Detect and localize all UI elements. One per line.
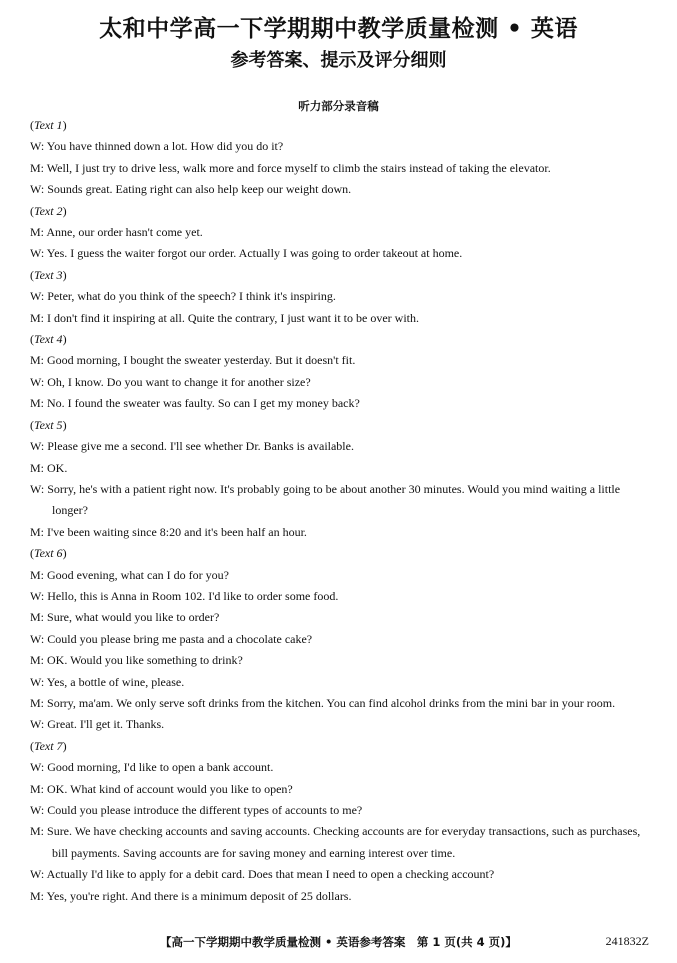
dialogue-line: M: Anne, our order hasn't come yet. (30, 225, 203, 240)
text-label: (Text 5) (30, 417, 67, 432)
text-label-name: Text 4 (34, 332, 63, 347)
dialogue-line: W: Could you please bring me pasta and a chocolate cake? (30, 631, 313, 646)
dialogue-line: W: Hello, this is Anna in Room 102. I'd like to order some food. (30, 588, 339, 603)
transcript (30, 115, 652, 907)
speaker: M (30, 824, 41, 839)
utterance: Anne, our order hasn't come yet. (46, 225, 203, 240)
dialogue-line: W: Peter, what do you think of the speech? I think it's inspiring. (30, 289, 336, 304)
dialogue-line: M: Sure. We have checking accounts and saving accounts. Checking accounts are for everyday transactions, such as purchases, bill payments. Saving accounts are for saving money and earning interest over time. (30, 824, 641, 860)
dialogue-line: M: Well, I just try to drive less, walk more and force myself to climb the stairs instead of taking the elevator. (30, 160, 551, 175)
speaker: M (30, 653, 41, 668)
utterance: You have thinned down a lot. How did you do it? (46, 139, 284, 154)
dialogue-line: W: Oh, I know. Do you want to change it for another size? (30, 374, 311, 389)
utterance: I've been waiting since 8:20 and it's been half an hour. (47, 524, 307, 539)
text-label-name: Text 6 (34, 546, 63, 561)
utterance: OK. What kind of account would you like to open? (47, 781, 293, 796)
dialogue-line: M: Yes, you're right. And there is a minimum deposit of 25 dollars. (30, 888, 352, 903)
dialogue-line: W: Sorry, he's with a patient right now. It's probably going to be about another 30 minutes. Would you mind waiting a little longer? (30, 481, 621, 518)
page-footer (0, 934, 677, 950)
speaker: W (30, 760, 41, 775)
speaker: M (30, 460, 41, 475)
speaker: M (30, 310, 41, 325)
dialogue-line: M: OK. What kind of account would you like to open? (30, 781, 293, 796)
text-label: (Text 7) (30, 738, 67, 753)
dialogue-line: W: Actually I'd like to apply for a debit card. Does that mean I need to open a checking account? (30, 867, 495, 882)
text-label: (Text 3) (30, 267, 67, 282)
utterance: No. I found the sweater was faulty. So can I get my money back? (47, 396, 360, 411)
document-code: 241832Z (605, 934, 649, 948)
dialogue-line: W: Sounds great. Eating right can also help keep our weight down. (30, 182, 352, 197)
text-label-name: Text 7 (34, 738, 63, 753)
dialogue-line: M: Sorry, ma'am. We only serve soft drinks from the kitchen. You can find alcohol drinks from the mini bar in your room. (30, 695, 616, 710)
speaker: W (30, 289, 41, 304)
speaker: W (30, 867, 41, 882)
utterance: Peter, what do you think of the speech? I think it's inspiring. (47, 289, 336, 304)
speaker: W (30, 588, 41, 603)
dialogue-line: M: Sure, what would you like to order? (30, 610, 220, 625)
dialogue-line: W: Good morning, I'd like to open a bank account. (30, 760, 274, 775)
dialogue-line: W: Please give me a second. I'll see whether Dr. Banks is available. (30, 439, 354, 454)
utterance: Sounds great. Eating right can also help keep our weight down. (47, 182, 352, 197)
speaker: M (30, 781, 41, 796)
speaker: W (30, 139, 41, 154)
text-label: (Text 6) (30, 546, 67, 561)
dialogue-line: M: Good morning, I bought the sweater yesterday. But it doesn't fit. (30, 353, 356, 368)
text-label-name: Text 2 (34, 203, 63, 218)
dialogue-line: W: You have thinned down a lot. How did you do it? (30, 139, 284, 154)
utterance: Please give me a second. I'll see whether Dr. Banks is available. (47, 439, 354, 454)
speaker: M (30, 524, 41, 539)
document-title: 太和中学高一下学期期中教学质量检测 • 英语 (99, 16, 578, 42)
speaker: M (30, 567, 41, 582)
dialogue-line: M: No. I found the sweater was faulty. So can I get my money back? (30, 396, 360, 411)
speaker: W (30, 246, 41, 261)
text-label: (Text 1) (30, 118, 67, 132)
utterance: Sorry, ma'am. We only serve soft drinks from the kitchen. You can find alcohol drinks from the mini bar in your room. (47, 695, 616, 710)
dialogue-line: M: OK. (30, 460, 68, 475)
utterance: Could you please bring me pasta and a chocolate cake? (47, 631, 313, 646)
utterance: Yes, a bottle of wine, please. (46, 674, 185, 689)
speaker: M (30, 396, 41, 411)
utterance: Well, I just try to drive less, walk more and force myself to climb the stairs instead of taking the elevator. (46, 160, 551, 175)
utterance: Good morning, I bought the sweater yesterday. But it doesn't fit. (47, 353, 356, 368)
text-label-name: Text 1 (34, 118, 63, 132)
dialogue-line: W: Could you please introduce the different types of accounts to me? (30, 803, 363, 817)
speaker: W (30, 481, 41, 496)
text-label-name: Text 5 (34, 417, 63, 432)
speaker: W (30, 631, 41, 646)
utterance: Actually I'd like to apply for a debit card. Does that mean I need to open a checking account? (46, 867, 495, 882)
section-title: 听力部分录音稿 (298, 99, 379, 113)
speaker: W (30, 674, 41, 689)
utterance: OK. (47, 460, 68, 475)
dialogue-line: W: Yes. I guess the waiter forgot our order. Actually I was going to order takeout at home. (30, 246, 463, 261)
utterance: Sure. We have checking accounts and saving accounts. Checking accounts are for everyday transactions, such as purchases, bill payments. Saving accounts are for saving money and earning interest over time. (47, 824, 641, 860)
speaker: M (30, 610, 41, 625)
text-label-name: Text 3 (34, 267, 63, 282)
speaker: M (30, 888, 41, 903)
utterance: Sure, what would you like to order? (47, 610, 220, 625)
speaker: M (30, 225, 41, 240)
speaker: M (30, 353, 41, 368)
utterance: Oh, I know. Do you want to change it for another size? (47, 374, 311, 389)
dialogue-line: W: Yes, a bottle of wine, please. (30, 674, 185, 689)
speaker: M (30, 695, 41, 710)
speaker: W (30, 717, 41, 732)
utterance: OK. Would you like something to drink? (47, 653, 243, 668)
dialogue-line: M: I've been waiting since 8:20 and it's been half an hour. (30, 524, 307, 539)
utterance: Could you please introduce the different types of accounts to me? (47, 803, 363, 817)
text-label: (Text 4) (30, 332, 67, 347)
text-label: (Text 2) (30, 203, 67, 218)
utterance: Yes. I guess the waiter forgot our order. Actually I was going to order takeout at home. (46, 246, 463, 261)
utterance: Good evening, what can I do for you? (47, 567, 229, 582)
utterance: Good morning, I'd like to open a bank account. (47, 760, 274, 775)
dialogue-line: M: Good evening, what can I do for you? (30, 567, 229, 582)
footer-text: 【高一下学期期中教学质量检测 • 英语参考答案 第 1 页(共 4 页)】 (160, 935, 517, 949)
dialogue-line: M: I don't find it inspiring at all. Quite the contrary, I just want it to be over with. (30, 310, 419, 325)
utterance: Sorry, he's with a patient right now. It's probably going to be about another 30 minutes. Would you mind waiting a little longer? (47, 481, 621, 518)
dialogue-line: W: Great. I'll get it. Thanks. (30, 717, 165, 732)
speaker: W (30, 182, 41, 197)
utterance: Yes, you're right. And there is a minimum deposit of 25 dollars. (46, 888, 352, 903)
document-subtitle: 参考答案、提示及评分细则 (230, 50, 447, 71)
speaker: W (30, 803, 41, 817)
speaker: W (30, 374, 41, 389)
speaker: W (30, 439, 41, 454)
utterance: Hello, this is Anna in Room 102. I'd like to order some food. (47, 588, 339, 603)
dialogue-line: M: OK. Would you like something to drink? (30, 653, 243, 668)
utterance: Great. I'll get it. Thanks. (47, 717, 165, 732)
speaker: M (30, 160, 41, 175)
utterance: I don't find it inspiring at all. Quite the contrary, I just want it to be over with. (47, 310, 419, 325)
